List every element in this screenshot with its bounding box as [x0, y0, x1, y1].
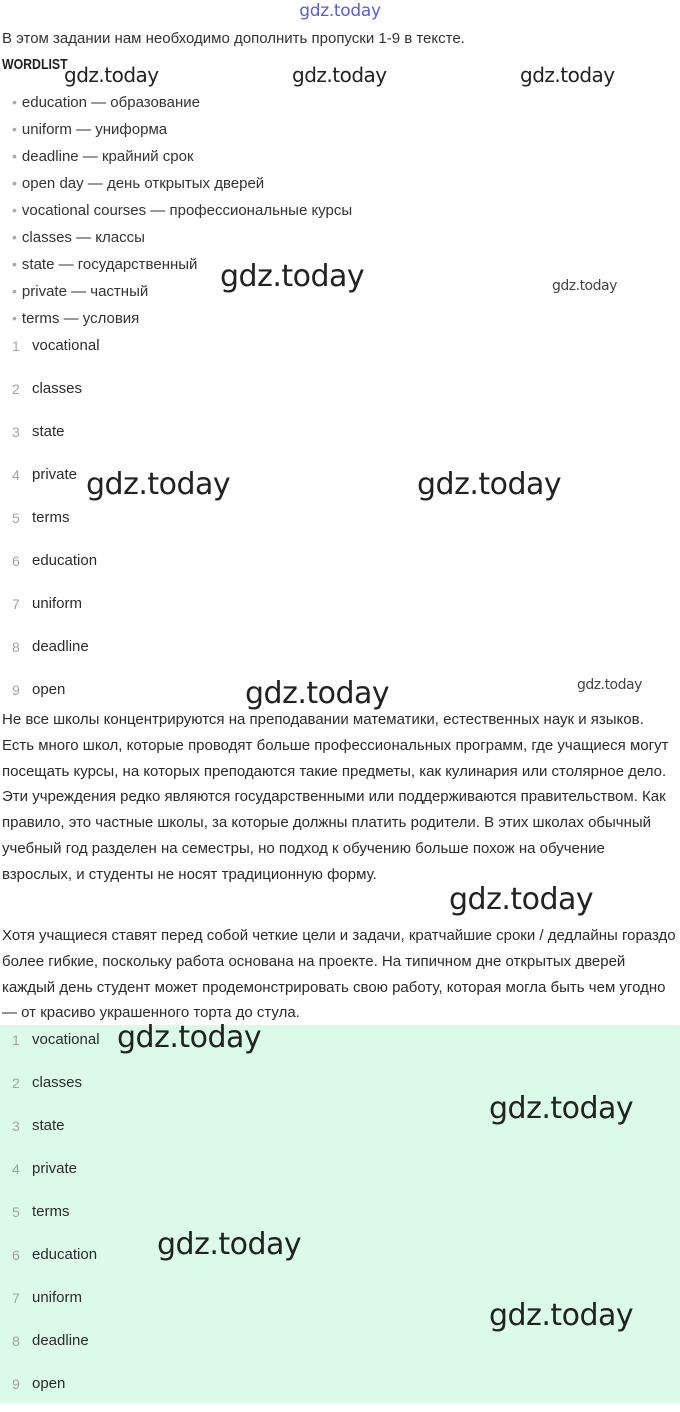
watermark: gdz.today	[489, 1298, 634, 1333]
bullet-icon: •	[12, 121, 17, 137]
task-intro: В этом задании нам необходимо дополнить пропуски 1-9 в тексте.	[2, 30, 465, 47]
watermark: gdz.today	[117, 1020, 262, 1055]
answer-number: 6	[12, 553, 20, 569]
answer-word: private	[32, 1160, 78, 1177]
answer-list-highlighted	[0, 1025, 680, 1403]
answer-row	[0, 374, 680, 417]
answer-row	[0, 331, 680, 374]
site-watermark-header: gdz.today	[299, 1, 381, 21]
watermark: gdz.today	[520, 63, 615, 87]
bullet-icon: •	[12, 202, 17, 218]
wordlist	[12, 90, 352, 333]
answer-word: deadline	[32, 1332, 89, 1349]
wordlist-item: • vocational courses — профессиональные курсы	[12, 202, 353, 219]
answer-number: 4	[12, 467, 20, 483]
answer-word: state	[32, 423, 65, 440]
answer-word: deadline	[32, 638, 89, 655]
answer-word: open	[32, 1375, 66, 1392]
answer-word: education	[32, 552, 98, 569]
bullet-icon: •	[12, 148, 17, 164]
wordlist-title: WORDLIST	[2, 56, 68, 73]
answer-number: 2	[12, 1075, 20, 1091]
answer-row	[0, 1197, 680, 1240]
answer-number: 7	[12, 1290, 20, 1306]
watermark: gdz.today	[86, 467, 231, 502]
bullet-icon: •	[12, 256, 17, 272]
watermark: gdz.today	[245, 676, 390, 711]
answer-word: private	[32, 466, 78, 483]
answer-row	[0, 1240, 680, 1283]
wordlist-item: • state — государственный	[12, 256, 198, 273]
bullet-icon: •	[12, 283, 17, 299]
watermark: gdz.today	[220, 259, 365, 294]
bullet-icon: •	[12, 175, 17, 191]
watermark: gdz.today	[417, 467, 562, 502]
answer-number: 6	[12, 1247, 20, 1263]
answer-number: 9	[12, 1376, 20, 1392]
answer-row	[0, 546, 680, 589]
watermark: gdz.today	[449, 882, 594, 917]
answer-word: open	[32, 681, 66, 698]
watermark: gdz.today	[64, 63, 159, 87]
watermark: gdz.today	[577, 677, 642, 693]
wordlist-item: • terms — условия	[12, 310, 140, 327]
watermark: gdz.today	[157, 1227, 302, 1262]
wordlist-item: • education — образование	[12, 94, 200, 111]
answer-row	[0, 589, 680, 632]
answer-number: 3	[12, 424, 20, 440]
answer-row	[0, 1369, 680, 1412]
answer-row	[0, 417, 680, 460]
bullet-icon: •	[12, 229, 17, 245]
answer-row	[0, 632, 680, 675]
answer-number: 2	[12, 381, 20, 397]
answer-row	[0, 503, 680, 546]
answer-number: 1	[12, 338, 20, 354]
answer-word: education	[32, 1246, 98, 1263]
wordlist-item: • deadline — крайний срок	[12, 148, 194, 165]
answer-number: 5	[12, 510, 20, 526]
answer-word: classes	[32, 1074, 83, 1091]
watermark: gdz.today	[552, 278, 617, 294]
answer-word: uniform	[32, 595, 83, 612]
answer-number: 9	[12, 682, 20, 698]
wordlist-item: • classes — классы	[12, 229, 145, 246]
bullet-icon: •	[12, 94, 17, 110]
answer-list-first	[0, 331, 680, 718]
answer-number: 8	[12, 1333, 20, 1349]
watermark: gdz.today	[292, 63, 387, 87]
translation-paragraph-1: Не все школы концентрируются на преподавании математики, естественных наук и языков. Есть много школ, которые проводят больше профессиональных программ, где учащиеся могут посещать курсы, на которых преподаются такие предметы, как кулинария или столярное дело. Эти учреждения редко являются государственными или поддерживаются правительством. Как правило, это частные школы, за которые должны платить родители. В этих школах обычный учебный год разделен на семестры, но подход к обучению больше похож на обучение взрослых, и студенты не носят традиционную форму.	[2, 711, 669, 883]
answer-word: uniform	[32, 1289, 83, 1306]
answer-number: 1	[12, 1032, 20, 1048]
answer-number: 5	[12, 1204, 20, 1220]
translation-paragraph-2: Хотя учащиеся ставят перед собой четкие цели и задачи, кратчайшие сроки / дедлайны гораздо более гибкие, поскольку работа основана на проекте. На типичном дне открытых дверей каждый день студент может продемонстрировать свою работу, которая могла быть чем угодно — от красиво украшенного торта до стула.	[2, 927, 676, 1022]
watermark: gdz.today	[489, 1091, 634, 1126]
answer-number: 3	[12, 1118, 20, 1134]
wordlist-item: • open day — день открытых дверей	[12, 175, 265, 192]
answer-word: terms	[32, 1203, 70, 1220]
answer-number: 8	[12, 639, 20, 655]
wordlist-item: • private — частный	[12, 283, 149, 300]
answer-word: vocational	[32, 1031, 100, 1048]
answer-word: classes	[32, 380, 83, 397]
answer-word: terms	[32, 509, 70, 526]
answer-number: 4	[12, 1161, 20, 1177]
answer-row	[0, 1154, 680, 1197]
answer-word: vocational	[32, 337, 100, 354]
bullet-icon: •	[12, 310, 17, 326]
wordlist-item: • uniform — униформа	[12, 121, 168, 138]
answer-number: 7	[12, 596, 20, 612]
answer-word: state	[32, 1117, 65, 1134]
answer-row	[0, 1025, 680, 1068]
